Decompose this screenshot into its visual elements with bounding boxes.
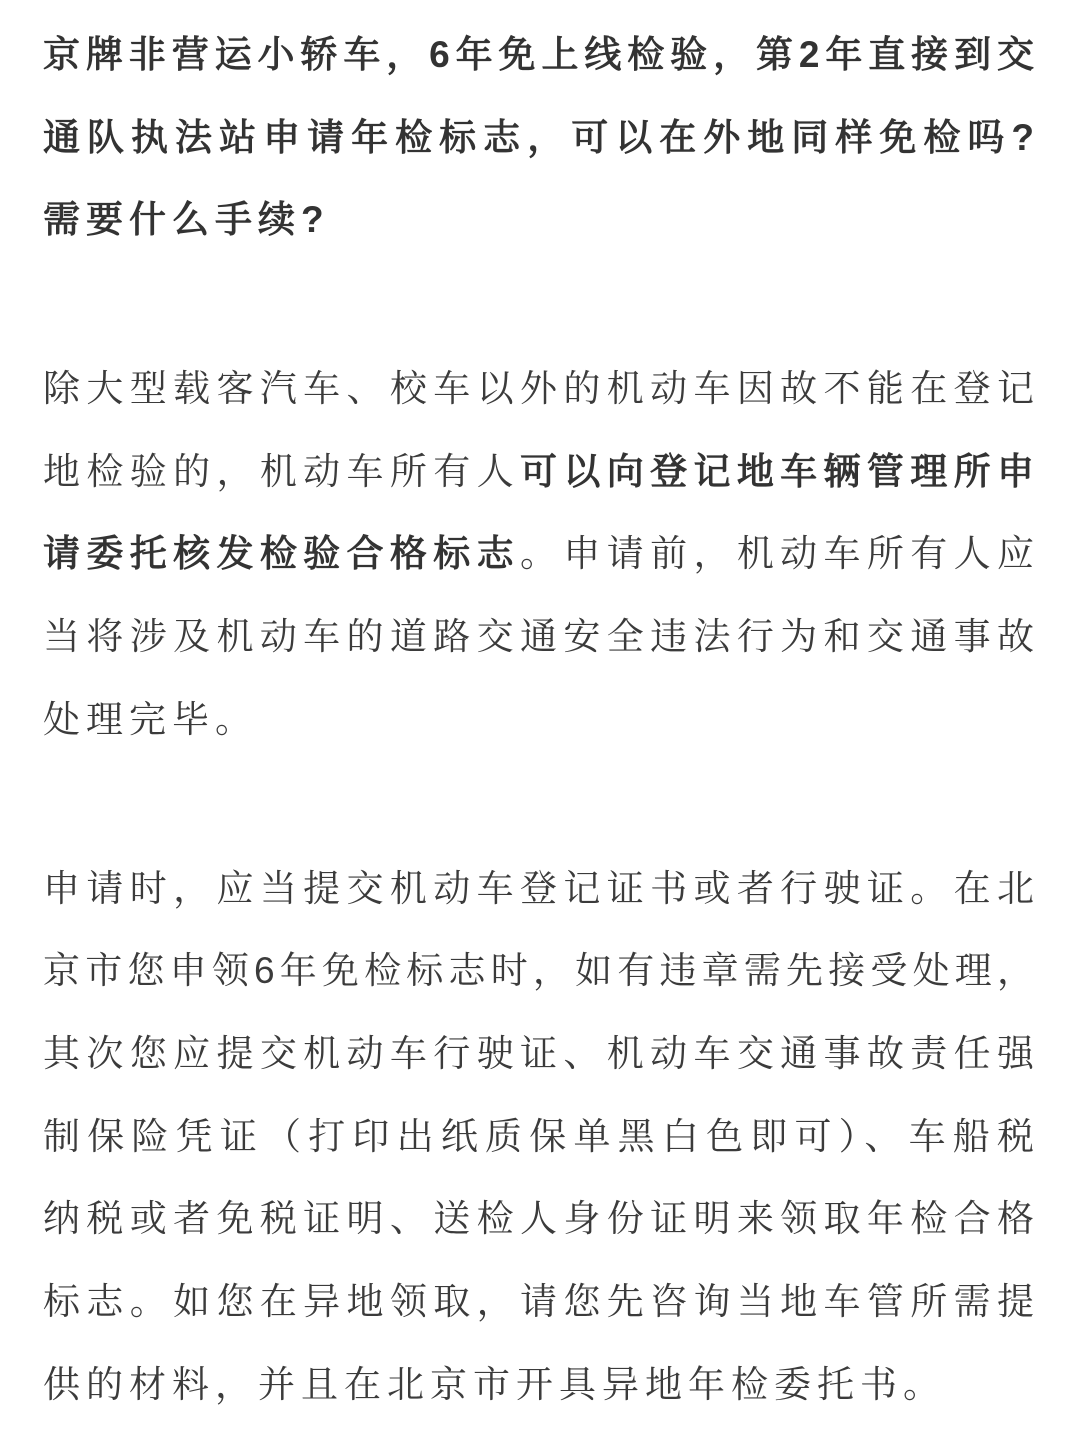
paragraph-gap	[43, 262, 1037, 348]
paragraph-gap	[43, 762, 1037, 848]
bold-text-segment: 京牌非营运小轿车，6年免上线检验，第2年直接到交	[43, 34, 1037, 75]
text-segment: 申请时，应当提交机动车登记证书或者行驶证。在北	[43, 867, 1037, 909]
text-line	[43, 1344, 1037, 1427]
text-line	[43, 1096, 1037, 1179]
text-segment: 京市您申领6年免检标志时，如有违章需先接受处理，	[43, 950, 1037, 992]
text-segment: 地检验的，机动车所有人	[43, 450, 520, 492]
bold-text-segment: 请委托核发检验合格标志	[43, 533, 520, 575]
text-segment: 供的材料，并且在北京市开具异地年检委托书。	[43, 1363, 946, 1405]
text-line	[43, 679, 1037, 762]
text-line	[43, 596, 1037, 679]
text-line	[43, 14, 1037, 97]
text-segment: 制保险凭证（打印出纸质保单黑白色即可）、车船税	[43, 1115, 1037, 1157]
text-line	[43, 431, 1037, 514]
text-line	[43, 179, 1037, 262]
bold-text-segment: 通队执法站申请年检标志，可以在外地同样免检吗?	[43, 116, 1037, 158]
bold-text-segment: 需要什么手续?	[43, 199, 330, 241]
text-line	[43, 97, 1037, 180]
text-segment: 除大型载客汽车、校车以外的机动车因故不能在登记	[43, 368, 1037, 410]
answer-paragraph	[43, 848, 1037, 1427]
text-line	[43, 348, 1037, 431]
text-segment: 标志。如您在异地领取，请您先咨询当地车管所需提	[43, 1280, 1037, 1322]
text-line	[43, 930, 1037, 1013]
answer-paragraph	[43, 348, 1037, 761]
article-body	[43, 14, 1037, 1426]
text-line	[43, 848, 1037, 931]
bold-text-segment: 可以向登记地车辆管理所申	[520, 450, 1037, 492]
text-line	[43, 1178, 1037, 1261]
question-heading	[43, 14, 1037, 262]
text-segment: 。申请前，机动车所有人应	[520, 533, 1037, 575]
text-segment: 当将涉及机动车的道路交通安全违法行为和交通事故	[43, 616, 1037, 658]
text-line	[43, 1261, 1037, 1344]
text-segment: 处理完毕。	[43, 698, 258, 740]
text-segment: 其次您应提交机动车行驶证、机动车交通事故责任强	[43, 1032, 1037, 1074]
text-line	[43, 1013, 1037, 1096]
text-segment: 纳税或者免税证明、送检人身份证明来领取年检合格	[43, 1198, 1037, 1240]
text-line	[43, 513, 1037, 596]
